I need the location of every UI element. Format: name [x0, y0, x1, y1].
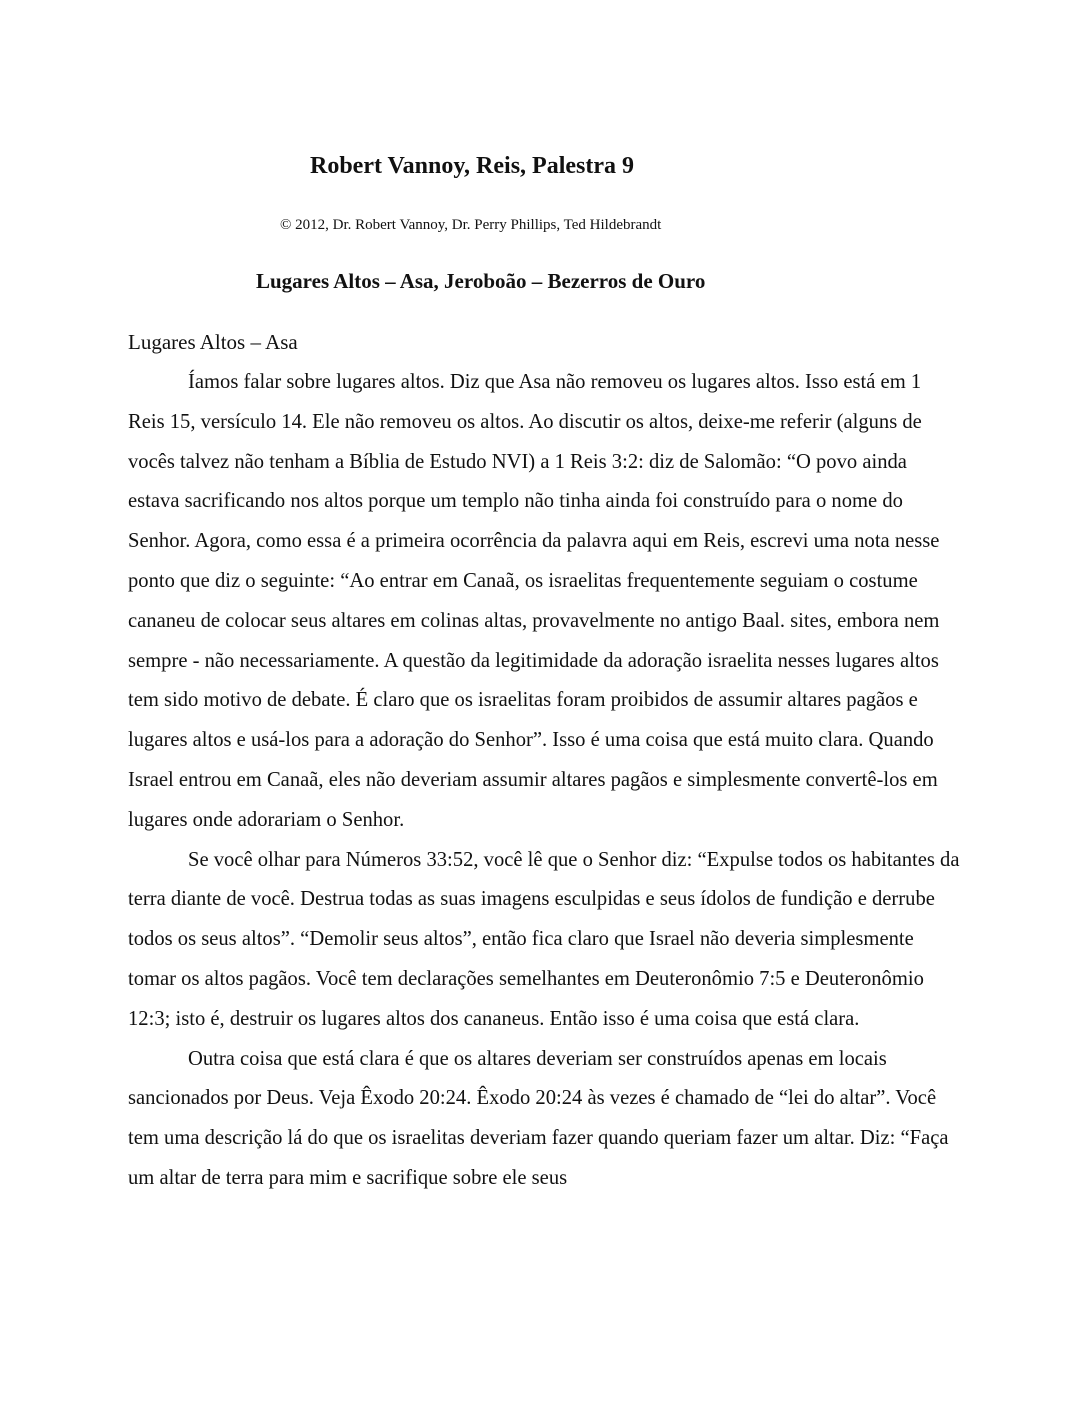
section-heading: Lugares Altos – Asa	[128, 330, 298, 354]
copyright-line: © 2012, Dr. Robert Vannoy, Dr. Perry Phillips, Ted Hildebrandt	[280, 217, 662, 233]
paragraph-2: Se você olhar para Números 33:52, você lê que o Senhor diz: “Expulse todos os habitantes da terra diante de você. Destrua todas as suas imagens esculpidas e seus ídolos de fundição e derrube todos os seus altos”. “Demolir seus altos”, então fica claro que Israel não deveria simplesmente tomar os altos pagãos. Você tem declarações semelhantes em Deuteronômio 7:5 e Deuteronômio 12:3; isto é, destruir os lugares altos dos cananeus. Então isso é uma coisa que está clara.	[128, 848, 960, 1030]
paragraph-1: Íamos falar sobre lugares altos. Diz que Asa não removeu os lugares altos. Isso está em 1 Reis 15, versículo 14. Ele não removeu os altos. Ao discutir os altos, deixe-me referir (alguns de vocês talvez não tenham a Bíblia de Estudo NVI) a 1 Reis 3:2: diz de Salomão: “O povo ainda estava sacrificando nos altos porque um templo não tinha ainda foi construído para o nome do Senhor. Agora, como essa é a primeira ocorrência da palavra aqui em Reis, escrevi uma nota nesse ponto que diz o seguinte: “Ao entrar em Canaã, os israelitas frequentemente seguiam o costume cananeu de colocar seus altares em colinas altas, provavelmente no antigo Baal. sites, embora nem sempre - não necessariamente. A questão da legitimidade da adoração israelita nesses lugares altos tem sido motivo de debate. É claro que os israelitas foram proibidos de assumir altares pagãos e lugares altos e usá-los para a adoração do Senhor”. Isso é uma coisa que está muito clara. Quando Israel entrou em Canaã, eles não deveriam assumir altares pagãos e simplesmente convertê-los em lugares onde adorariam o Senhor.	[128, 371, 940, 831]
document-title: Robert Vannoy, Reis, Palestra 9	[310, 153, 634, 179]
body-text	[128, 363, 962, 1199]
document-subtitle: Lugares Altos – Asa, Jeroboão – Bezerros de Ouro	[256, 269, 706, 293]
paragraph-3: Outra coisa que está clara é que os altares deveriam ser construídos apenas em locais sancionados por Deus. Veja Êxodo 20:24. Êxodo 20:24 às vezes é chamado de “lei do altar”. Você tem uma descrição lá do que os israelitas deveriam fazer quando queriam fazer um altar. Diz: “Faça um altar de terra para mim e sacrifique sobre ele seus	[128, 1047, 949, 1189]
